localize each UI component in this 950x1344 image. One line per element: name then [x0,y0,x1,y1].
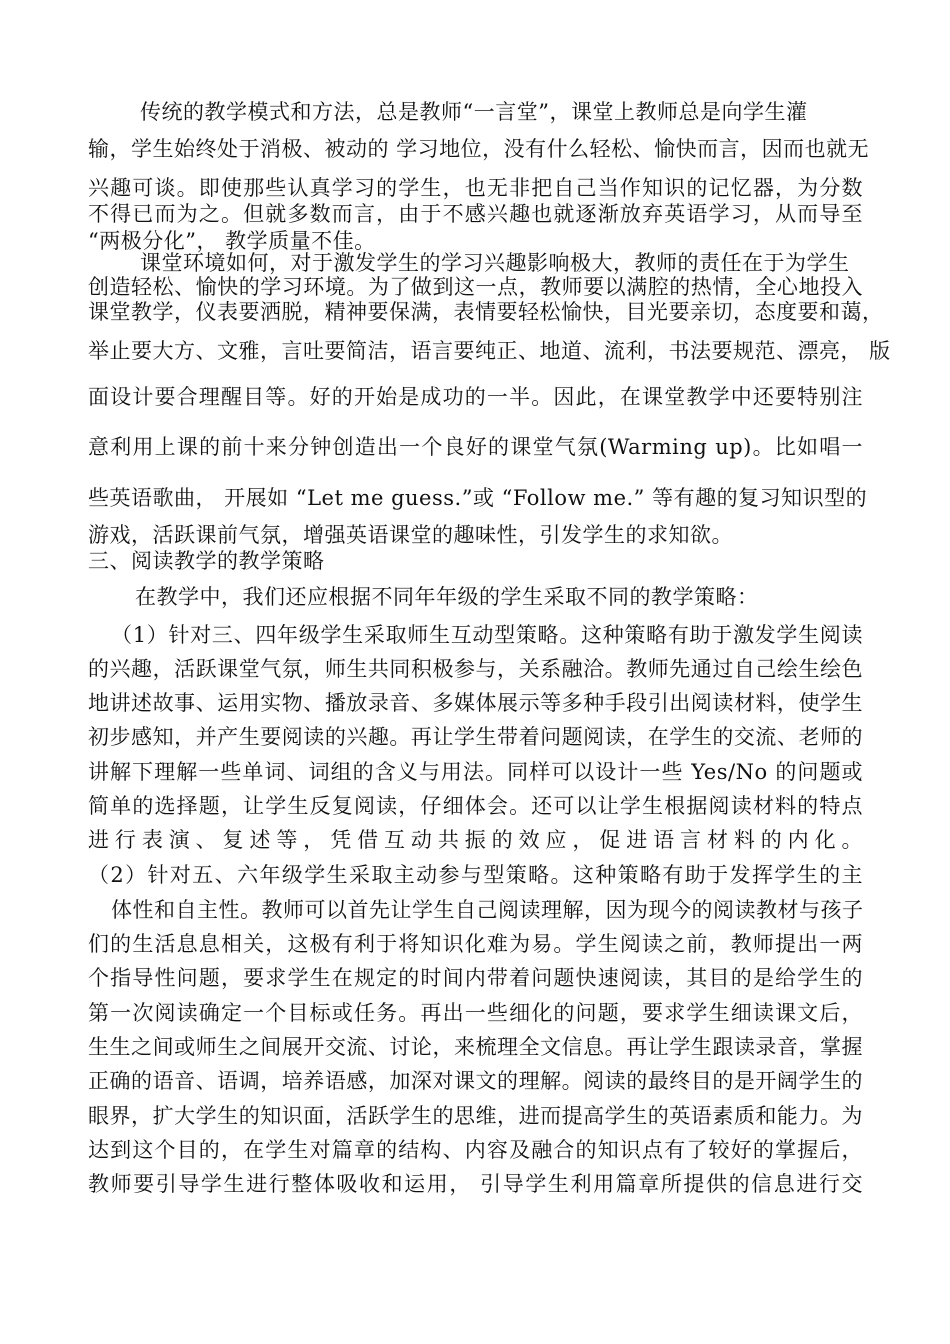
paragraph-1-line-1: 传统的教学模式和方法，总是教师“一言堂”，课堂上教师总是向学生灌 [140,100,808,124]
paragraph-2-line-2: 创造轻松、愉快的学习环境。为了做到这一点，教师要以满腔的热情，全心地投入 [88,275,863,299]
paragraph-2-line-5: 面设计要合理醒目等。好的开始是成功的一半。因此，在课堂教学中还要特别注 [88,385,863,409]
paragraph-4-line-5: 讲解下理解一些单词、词组的含义与用法。同样可以设计一些 Yes/No 的问题或 [88,760,863,784]
paragraph-2-line-1: 课堂环境如何，对于激发学生的学习兴趣影响极大，教师的责任在于为学生 [140,251,850,275]
paragraph-5-line-4: 第一次阅读确定一个目标或任务。再出一些细化的问题，要求学生细读课文后， [88,1001,863,1025]
paragraph-4-line-2: 的兴趣，活跃课堂气氛，师生共同积极参与，关系融洽。教师先通过自己绘生绘色 [88,657,863,681]
paragraph-1-line-2: 输，学生始终处于消极、被动的 学习地位，没有什么轻松、愉快而言，因而也就无 [88,137,870,161]
paragraph-4-line-8: （2）针对五、六年级学生采取主动参与型策略。这种策略有助于发挥学生的主 [88,863,863,887]
paragraph-5-line-1: 体性和自主性。教师可以首先让学生自己阅读理解，因为现今的阅读教材与孩子 [111,898,864,922]
paragraph-1-line-5: “两极分化”， 教学质量不佳。 [88,229,376,253]
paragraph-2-line-4: 举止要大方、文雅，言吐要简洁，语言要纯正、地道、流利，书法要规范、漂亮， 版 [88,339,891,363]
paragraph-5-line-5: 生生之间或师生之间展开交流、讨论，来梳理全文信息。再让学生跟读录音，掌握 [88,1035,863,1059]
paragraph-5-line-7: 眼界，扩大学生的知识面，活跃学生的思维，进而提高学生的英语素质和能力。为 [88,1104,863,1128]
paragraph-5-line-3: 个指导性问题，要求学生在规定的时间内带着问题快速阅读，其目的是给学生的 [88,966,863,990]
paragraph-2-line-6: 意利用上课的前十来分钟创造出一个良好的课堂气氛(Warming up)。比如唱一 [88,435,863,459]
paragraph-3-line-1: 在教学中，我们还应根据不同年年级的学生采取不同的教学策略： [135,585,759,609]
paragraph-4-line-1: （1）针对三、四年级学生采取师生互动型策略。这种策略有助于激发学生阅读 [111,623,863,647]
paragraph-5-line-9: 教师要引导学生进行整体吸收和运用， 引导学生利用篇章所提供的信息进行交 [88,1172,863,1196]
paragraph-4-line-7: 进行表演、复述等，凭借互动共振的效应，促进语言材料的内化。 [88,828,863,852]
section-heading: 三、阅读教学的教学策略 [88,549,325,573]
paragraph-1-line-3: 兴趣可谈。即使那些认真学习的学生，也无非把自己当作知识的记忆器，为分数 [88,176,863,200]
paragraph-2-line-3: 课堂教学，仪表要洒脱，精神要保满，表情要轻松愉快，目光要亲切，态度要和蔼， [88,300,884,324]
paragraph-5-line-2: 们的生活息息相关，这极有利于将知识化难为易。学生阅读之前，教师提出一两 [88,932,863,956]
paragraph-5-line-8: 达到这个目的，在学生对篇章的结构、内容及融合的知识点有了较好的掌握后， [88,1138,863,1162]
paragraph-1-line-4: 不得已而为之。但就多数而言，由于不感兴趣也就逐渐放弃英语学习，从而导至 [88,202,863,226]
paragraph-4-line-6: 简单的选择题，让学生反复阅读，仔细体会。还可以让学生根据阅读材料的特点 [88,794,863,818]
paragraph-4-line-3: 地讲述故事、运用实物、播放录音、多媒体展示等多种手段引出阅读材料，使学生 [88,691,863,715]
paragraph-2-line-8: 游戏，活跃课前气氛，增强英语课堂的趣味性，引发学生的求知欲。 [88,523,733,547]
paragraph-5-line-6: 正确的语音、语调，培养语感，加深对课文的理解。阅读的最终目的是开阔学生的 [88,1069,863,1093]
paragraph-2-line-7: 些英语歌曲， 开展如 “Let me guess.”或 “Follow me.” 等有趣的复习知识型的 [88,486,868,510]
paragraph-4-line-4: 初步感知，并产生要阅读的兴趣。再让学生带着问题阅读，在学生的交流、老师的 [88,725,863,749]
